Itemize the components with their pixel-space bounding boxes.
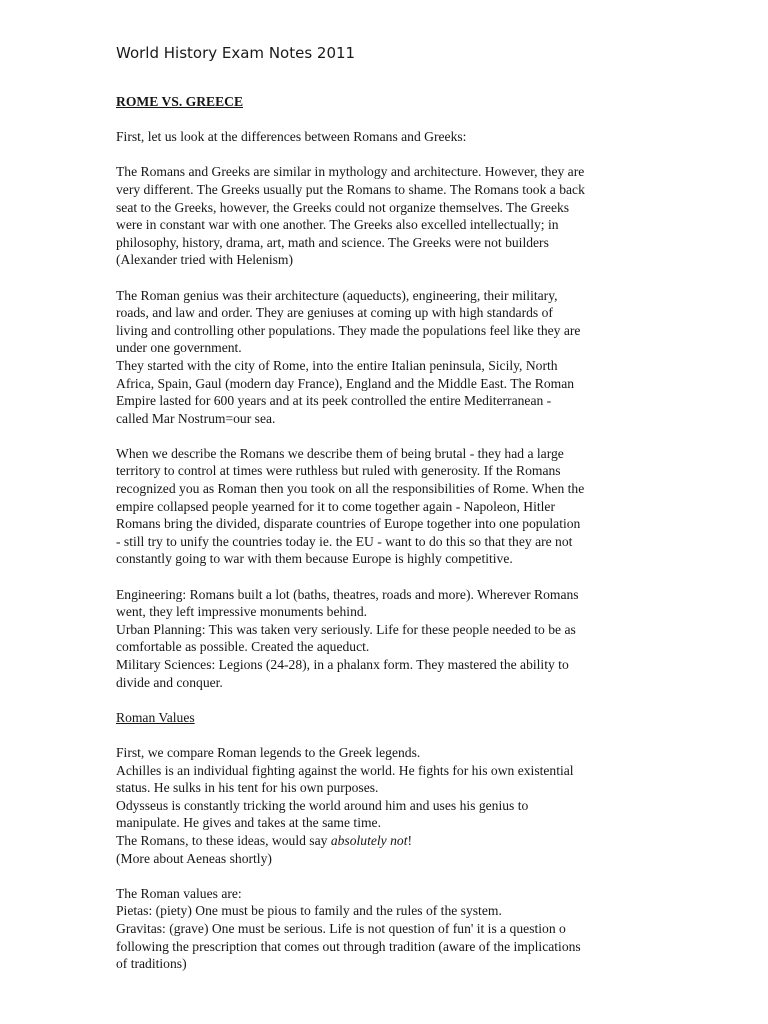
text-line: Empire lasted for 600 years and at its peek controlled the entire Mediterranean - [116, 393, 552, 409]
intro-line: First, let us look at the differences between Romans and Greeks: [116, 129, 467, 145]
text-line: went, they left impressive monuments behind. [116, 604, 368, 620]
text-line: When we describe the Romans we describe them of being brutal - they had a large [116, 445, 564, 461]
paragraph-legends [116, 744, 656, 867]
text-line: divide and conquer. [116, 674, 223, 690]
text-line: philosophy, history, drama, art, math and science. The Greeks were not builders [116, 234, 549, 250]
spacer [116, 146, 656, 164]
text-line: status. He sulks in his tent for his own purposes. [116, 780, 379, 796]
text-line: First, we compare Roman legends to the Greek legends. [116, 744, 421, 760]
text-line: The Roman values are: [116, 885, 242, 901]
text-line: Gravitas: (grave) One must be serious. Life is not question of fun' it is a question o [116, 920, 566, 936]
spacer [116, 726, 656, 744]
text-line: comfortable as possible. Created the aqueduct. [116, 639, 370, 655]
text-line: Romans bring the divided, disparate countries of Europe together into one population [116, 516, 581, 532]
paragraph-roman-brutality [116, 445, 656, 568]
text-line: The Roman genius was their architecture (aqueducts), engineering, their military, [116, 287, 558, 303]
text-line: Urban Planning: This was taken very seriously. Life for these people needed to be as [116, 621, 576, 637]
section-heading-roman-values: Roman Values [116, 709, 195, 725]
text-line: manipulate. He gives and takes at the same time. [116, 815, 381, 831]
text-line: They started with the city of Rome, into the entire Italian peninsula, Sicily, North [116, 357, 558, 373]
text-line: Achilles is an individual fighting against the world. He fights for his own existential [116, 762, 574, 778]
document-title: ROME VS. GREECE [116, 94, 244, 109]
text-line: (Alexander tried with Helenism) [116, 252, 294, 268]
text-line: called Mar Nostrum=our sea. [116, 410, 276, 426]
text-line: territory to control at times were ruthless but ruled with generosity. If the Romans [116, 463, 561, 479]
text-line: Pietas: (piety) One must be pious to family and the rules of the system. [116, 903, 502, 919]
text-line: - still try to unify the countries today ie. the EU - want to do this so that they are not [116, 533, 573, 549]
text-line: empire collapsed people yearned for it to come together again - Napoleon, Hitler [116, 498, 555, 514]
text-line: very different. The Greeks usually put the Romans to shame. The Romans took a back [116, 181, 585, 197]
text-line: Military Sciences: Legions (24-28), in a phalanx form. They mastered the ability to [116, 657, 569, 672]
text-line: following the prescription that comes out through tradition (aware of the implications [116, 938, 581, 954]
romans-response-line [116, 832, 656, 850]
spacer [116, 867, 656, 885]
text-line: were in constant war with one another. The Greeks also excelled intellectually; in [116, 217, 559, 233]
spacer [116, 568, 656, 586]
paragraph-roman-genius [116, 287, 656, 428]
spacer [116, 427, 656, 445]
paragraph-roman-values-list [116, 885, 656, 973]
spacer [116, 111, 656, 129]
text-line: under one government. [116, 340, 242, 356]
romans-response-text: The Romans, to these ideas, would say [116, 832, 331, 848]
text-line: living and controlling other populations. They made the populations feel like they are [116, 322, 581, 338]
text-line: of traditions) [116, 956, 187, 972]
text-line: constantly going to war with them because Europe is highly competitive. [116, 551, 513, 567]
text-line: Engineering: Romans built a lot (baths, theatres, roads and more). Wherever Romans [116, 586, 579, 602]
paragraph-engineering [116, 586, 656, 692]
emphasis-text: absolutely not [330, 832, 408, 848]
text-line: recognized you as Roman then you took on all the responsibilities of Rome. When the [116, 481, 585, 497]
spacer [116, 269, 656, 287]
text-line: seat to the Greeks, however, the Greeks could not organize themselves. The Greeks [116, 199, 570, 215]
text-line: Africa, Spain, Gaul (modern day France), England and the Middle East. The Roman [116, 375, 575, 391]
page-header: World History Exam Notes 2011 [116, 44, 356, 62]
aeneas-note: (More about Aeneas shortly) [116, 850, 272, 866]
text-line: roads, and law and order. They are geniuses at coming up with high standards of [116, 305, 553, 321]
document-body [116, 93, 656, 973]
romans-response-end: ! [407, 832, 413, 848]
text-line: Odysseus is constantly tricking the world around him and uses his genius to [116, 797, 529, 813]
spacer [116, 691, 656, 709]
text-line: The Romans and Greeks are similar in mythology and architecture. However, they are [116, 164, 585, 180]
paragraph-rome-greece-comparison [116, 163, 656, 269]
